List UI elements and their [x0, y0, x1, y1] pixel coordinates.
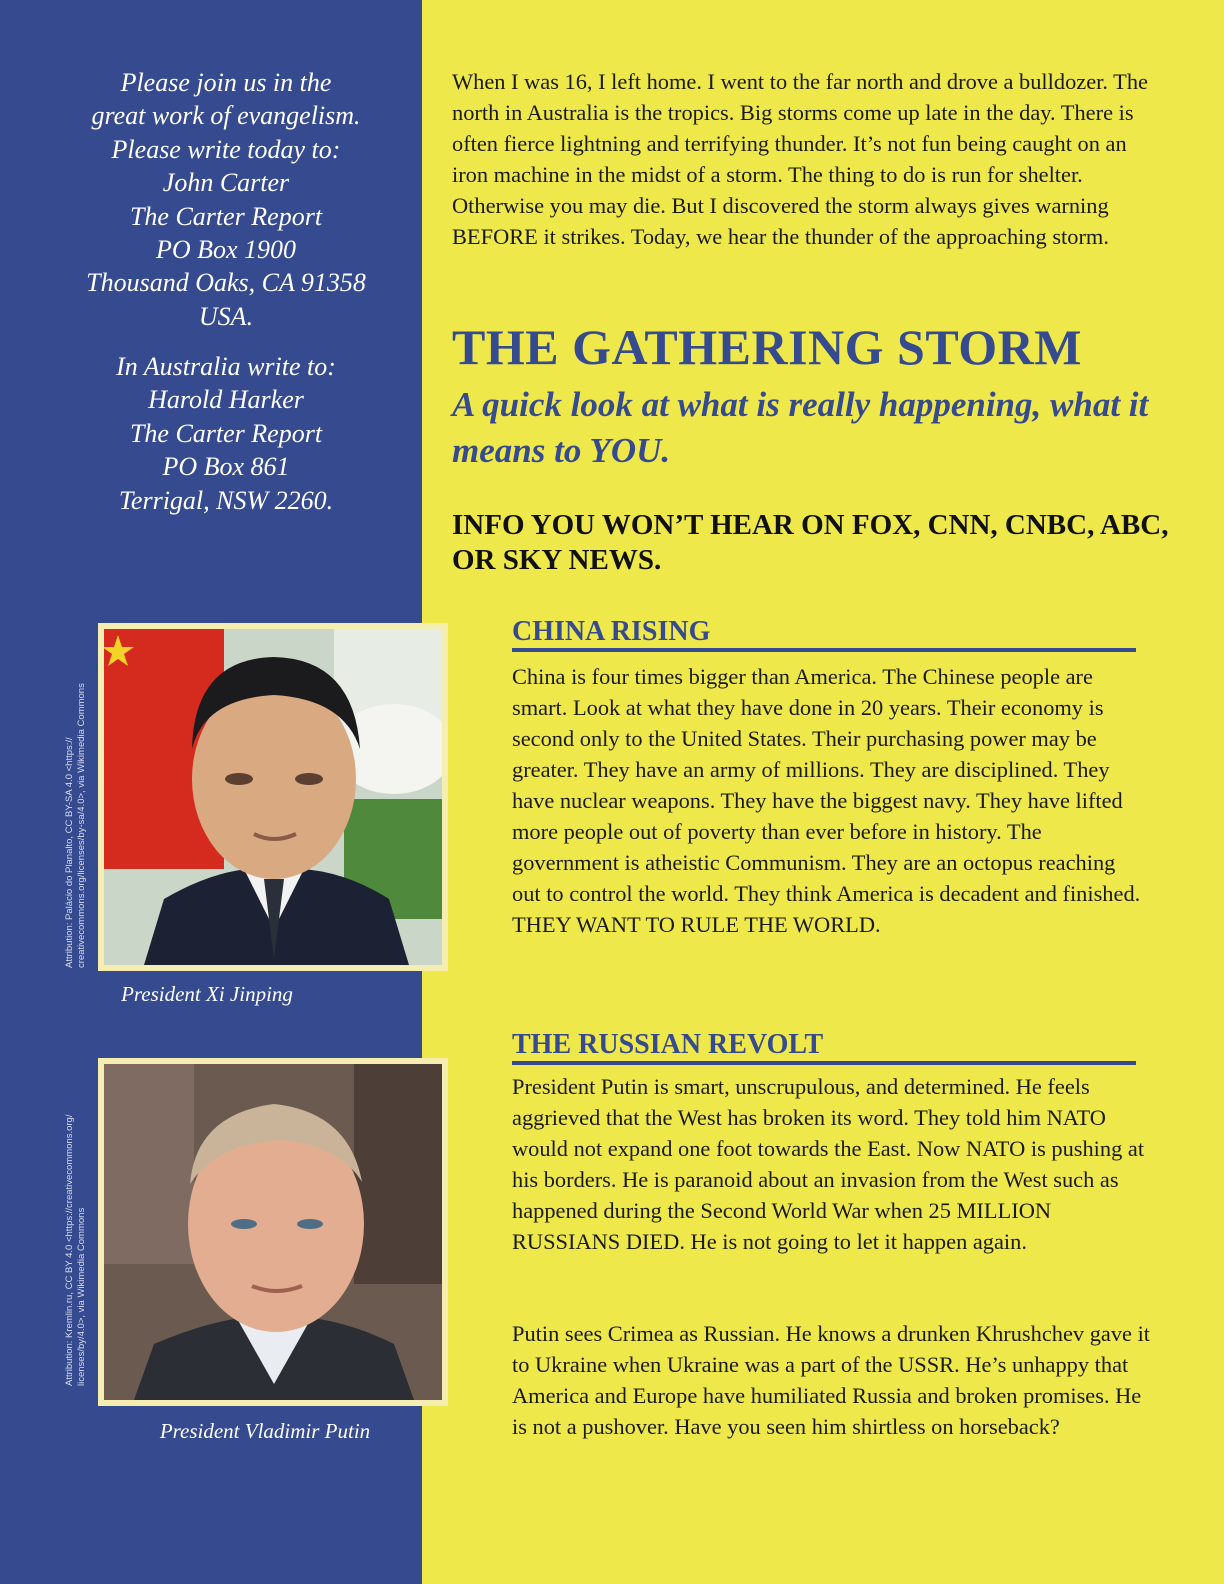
info-banner: INFO YOU WON’T HEAR ON FOX, CNN, CNBC, ABC, OR SKY NEWS.: [452, 509, 1169, 576]
address-line: In Australia write to:: [116, 352, 336, 381]
section-title-russia: THE RUSSIAN REVOLT: [512, 1030, 1136, 1065]
address-line: The Carter Report: [129, 418, 323, 448]
address-line: USA.: [198, 301, 254, 331]
address-line: PO Box 1900: [155, 235, 297, 265]
attribution-line: Attribution: Kremlin.ru, CC BY 4.0 <https://creativecommons.org/: [64, 1114, 75, 1386]
address-line: Thousand Oaks, CA 91358: [86, 268, 366, 298]
xi-photo-attribution: [64, 683, 88, 968]
putin-portrait-image: [104, 1064, 442, 1400]
putin-photo-attribution: [64, 1115, 88, 1386]
section-title-china: CHINA RISING: [512, 617, 1136, 652]
us-address-block: [40, 66, 412, 333]
page-subtitle: A quick look at what is really happening, what it means to YOU.: [452, 385, 1149, 470]
address-line: Please write today to:: [111, 134, 341, 164]
address-line: Terrigal, NSW 2260.: [118, 485, 334, 515]
section-text-russia-paragraph-2: Putin sees Crimea as Russian. He knows a drunken Khrushchev gave it to Ukraine when Ukraine was a part of the USSR. He’s unhappy that America and Europe have humiliated Russia and broken promises. He is not a pushover. Have you seen him shirtless on horseback?: [512, 1321, 1151, 1439]
address-line: The Carter Report: [129, 201, 323, 231]
address-line: Harold Harker: [148, 385, 304, 415]
page-title: THE GATHERING STORM: [452, 319, 1082, 375]
xi-portrait-image: [104, 629, 442, 965]
australia-address-block: [40, 350, 412, 517]
attribution-line: creativecommons.org/licenses/by-sa/4.0>, via Wikimedia Commons: [76, 683, 87, 968]
address-line: PO Box 861: [162, 452, 290, 482]
section-text-china: China is four times bigger than America. The Chinese people are smart. Look at what they have done in 20 years. Their economy is second only to the United States. Their purchasing power may be greater. They have an army of millions. They are disciplined. They have nuclear weapons. They have the biggest navy. They have lifted more people out of poverty than ever before in history. The government is atheistic Communism. They are an octopus reaching out to control the world. They think America is decadent and finished. THEY WANT TO RULE THE WORLD.: [512, 664, 1141, 937]
address-line: great work of evangelism.: [91, 101, 361, 131]
section-text-russia-paragraph-1: President Putin is smart, unscrupulous, and determined. He feels aggrieved that the West has broken its word. They told him NATO would not expand one foot towards the East. Now NATO is pushing at his borders. He is paranoid about an invasion from the West such as happened during the Second World War when 25 MILLION RUSSIANS DIED. He is not going to let it happen again.: [512, 1074, 1145, 1254]
attribution-line: Attribution: Palácio do Planalto, CC BY-SA 4.0 <https://: [64, 737, 75, 968]
attribution-line: licenses/by/4.0>, via Wikimedia Commons: [76, 1207, 87, 1386]
vladimir-putin-photo: [98, 1058, 448, 1406]
xi-jinping-photo: [98, 623, 448, 971]
address-line: Please join us in the: [120, 68, 332, 97]
putin-photo-caption: President Vladimir Putin: [159, 1419, 371, 1443]
address-line: John Carter: [162, 168, 290, 198]
intro-paragraph: When I was 16, I left home. I went to the far north and drove a bulldozer. The north in Australia is the tropics. Big storms come up late in the day. There is often fierce lightning and terrifying thunder. It’s not fun being caught on an iron machine in the midst of a storm. The thing to do is run for shelter. Otherwise you may die. But I discovered the storm always gives warning BEFORE it strikes. Today, we hear the thunder of the approaching storm.: [452, 69, 1148, 249]
xi-photo-caption: President Xi Jinping: [121, 982, 293, 1006]
